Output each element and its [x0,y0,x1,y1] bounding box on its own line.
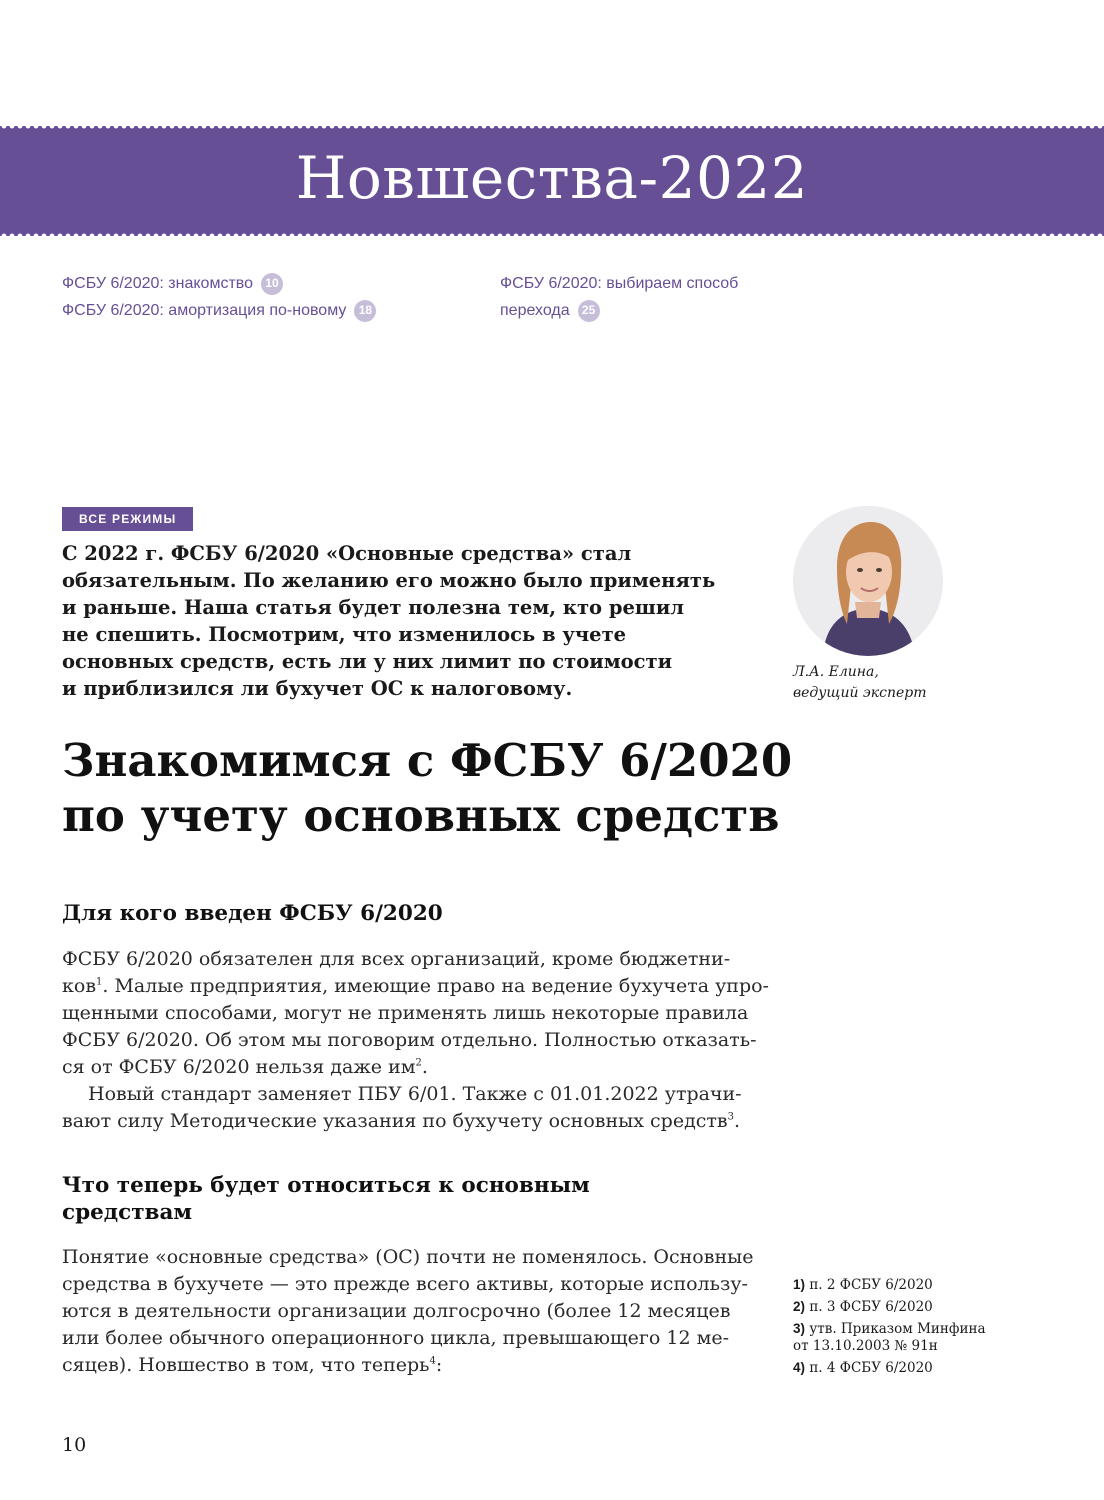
text-line: ков$^1$. Малые предприятия, имеющие право на ведение бухучета упро- [62,975,769,997]
section-heading-line: Что теперь будет относиться к основным [62,1173,590,1198]
footnote-text: п. 3 ФСБУ 6/2020 [809,1299,933,1315]
text-line: вают силу Методические указания по бухучету основных средств$^3$. [62,1110,741,1132]
footnote-text: от 13.10.2003 № 91н [793,1338,938,1354]
text-line: ются в деятельности организации долгосрочно (более 12 месяцев [62,1300,731,1322]
footnote-text: п. 4 ФСБУ 6/2020 [809,1360,933,1376]
headline-line: Знакомимся с ФСБУ 6/2020 [62,734,793,787]
toc-item-label: ФСБУ 6/2020: амортизация по-новому [62,302,347,319]
author-photo [793,506,943,656]
lead-line: основных средств, есть ли у них лимит по стоимости [62,650,673,673]
footnote-ref[interactable]: 2 [415,1057,422,1069]
text-line: Новый стандарт заменяет ПБУ 6/01. Также с 01.01.2022 утрачи- [88,1083,742,1105]
section-banner [0,126,1104,236]
footnote-ref[interactable]: 3 [727,1111,734,1123]
footnote-number: 2) [793,1299,806,1314]
body-paragraph [62,1244,762,1379]
footnote-number: 4) [793,1360,806,1375]
category-tag: ВСЕ РЕЖИМЫ [62,507,193,531]
article-headline [62,733,822,843]
section-heading-line: средствам [62,1200,193,1225]
toc-item[interactable] [500,270,738,297]
lead-paragraph [62,540,762,702]
footnote-number: 3) [793,1321,806,1336]
text-line: Понятие «основные средства» (ОС) почти не поменялось. Основные [62,1246,754,1268]
toc-item-label: перехода [500,302,570,319]
section-heading-line: Для кого введен ФСБУ 6/2020 [62,901,443,926]
text-line: ФСБУ 6/2020 обязателен для всех организаций, кроме бюджетни- [62,948,731,970]
text-line: ФСБУ 6/2020. Об этом мы поговорим отдельно. Полностью отказать- [62,1029,757,1051]
footnote [793,1298,1013,1316]
lead-line: обязательным. По желанию его можно было применять [62,569,716,592]
lead-line: и приблизился ли бухучет ОС к налоговому. [62,677,573,700]
footnotes [793,1276,1013,1381]
footnote-text: п. 2 ФСБУ 6/2020 [809,1277,933,1293]
toc-right [500,270,738,324]
author-name: Л.А. Елина, [793,664,879,680]
toc-item-label: ФСБУ 6/2020: выбираем способ [500,275,739,292]
text-line: или более обычного операционного цикла, превышающего 12 ме- [62,1327,730,1349]
headline-line: по учету основных средств [62,789,780,842]
lead-line: и раньше. Наша статья будет полезна тем, кто решил [62,596,685,619]
footnote [793,1359,1013,1377]
section-heading [62,900,443,927]
text-line: средства в бухучете — это прежде всего активы, которые использу- [62,1273,748,1295]
page-badge: 25 [578,300,600,322]
toc-item[interactable] [62,270,376,297]
toc-item-label: ФСБУ 6/2020: знакомство [62,275,253,292]
footnote [793,1320,1013,1355]
author-caption [793,662,927,704]
footnote-ref[interactable]: 4 [429,1355,436,1367]
text-line: щенными способами, могут не применять лишь некоторые правила [62,1002,749,1024]
footnote-number: 1) [793,1277,806,1292]
text-line: ся от ФСБУ 6/2020 нельзя даже $им^2$. [62,1056,428,1078]
footnote-text: утв. Приказом Минфина [809,1321,986,1337]
page-badge: 18 [354,300,376,322]
toc-item[interactable] [62,297,376,324]
page-number: 10 [62,1434,87,1456]
section-heading [62,1172,590,1226]
text-line: сяцев). Новшество в том, что теперь$^4$: [62,1354,443,1376]
section-title: Новшества-2022 [295,144,809,212]
lead-line: С 2022 г. ФСБУ 6/2020 «Основные средства» стал [62,542,632,565]
lead-line: не спешить. Посмотрим, что изменилось в учете [62,623,627,646]
author-role: ведущий эксперт [793,685,927,701]
page-badge: 10 [261,273,283,295]
author-portrait-icon [793,506,943,656]
toc-item-continued[interactable] [500,297,738,324]
footnote [793,1276,1013,1294]
body-paragraph [62,946,769,1135]
footnote-ref[interactable]: 1 [96,976,103,988]
toc-left [62,270,376,324]
